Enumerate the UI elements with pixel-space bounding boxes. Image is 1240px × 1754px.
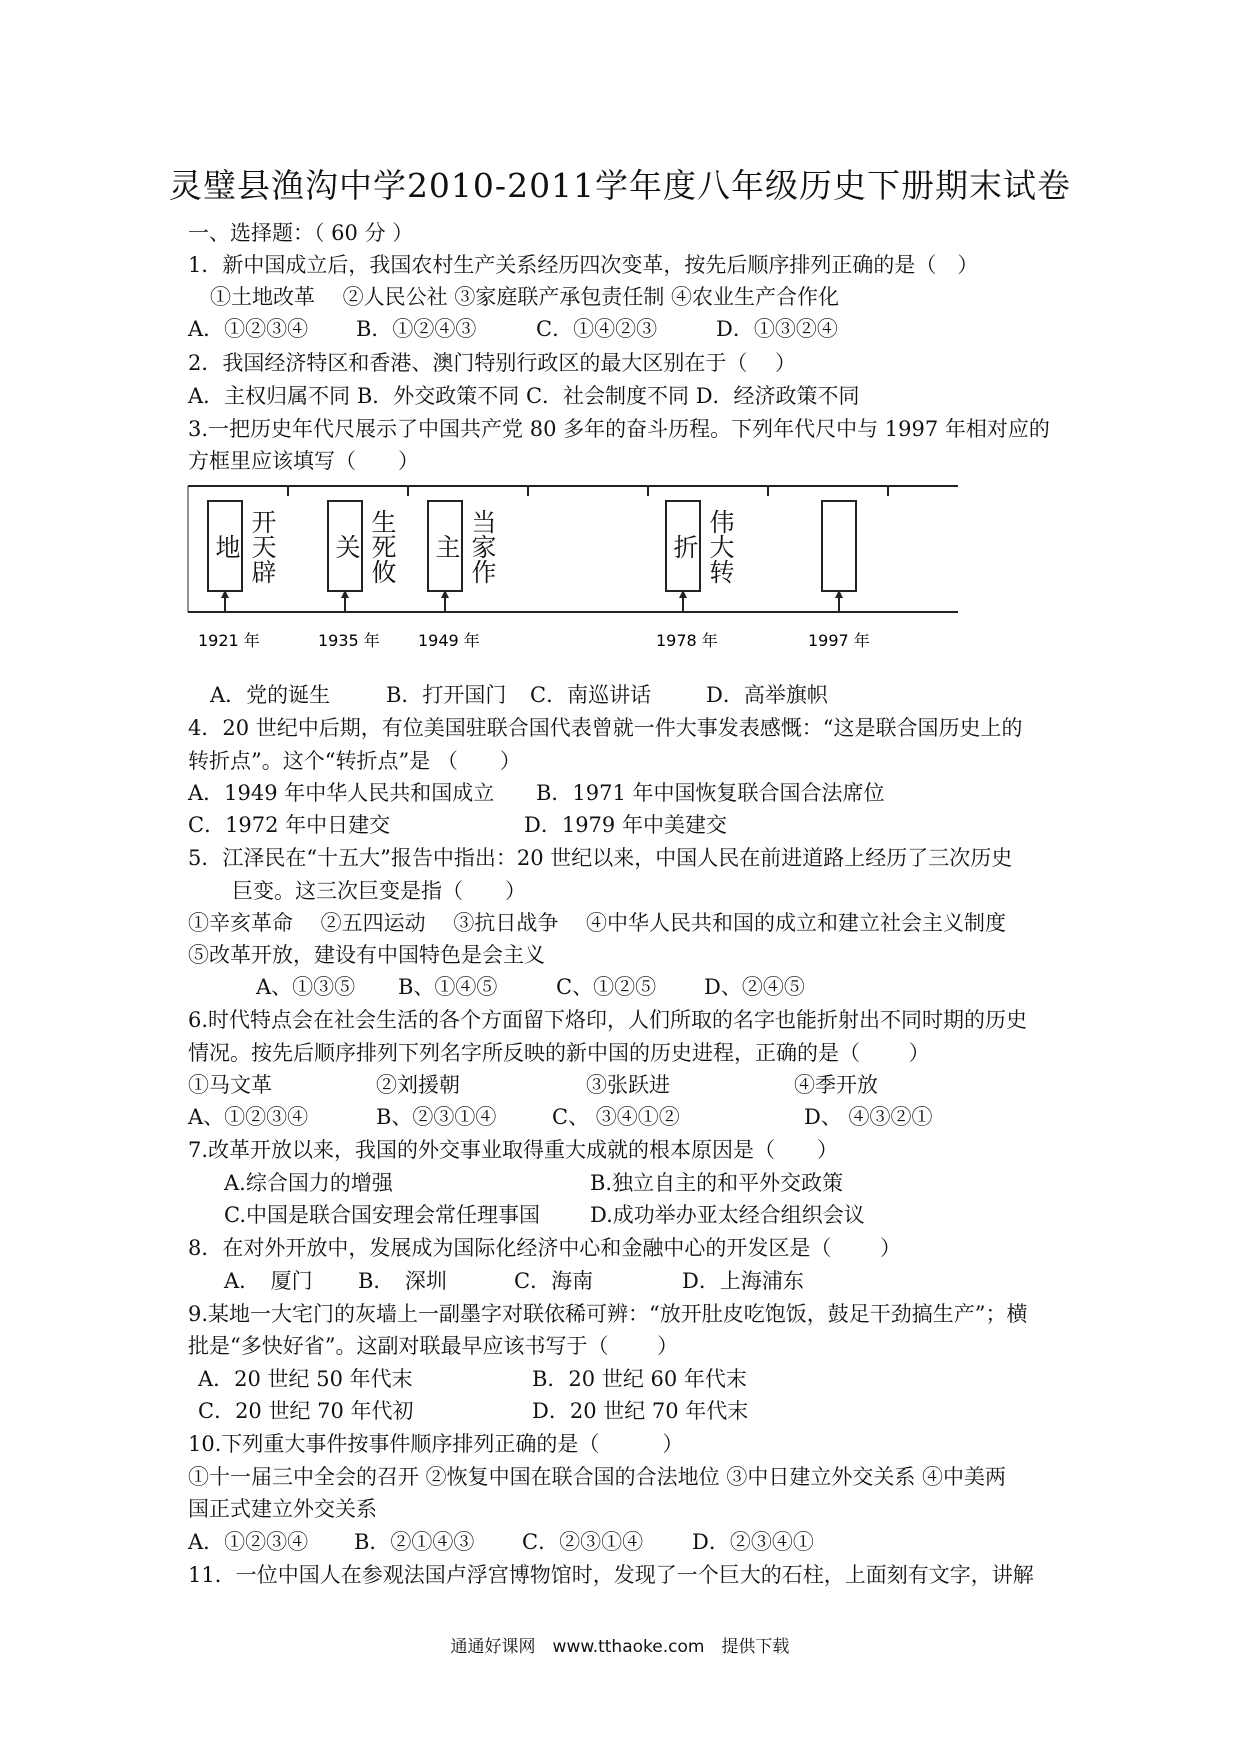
q7-option-d: D.成功举办亚太经合组织会议 [590,1203,865,1227]
page-footer: 通通好课网 www.tthaoke.com 提供下载 [450,1637,790,1657]
q4-stem-line1: 4．20 世纪中后期，有位美国驻联合国代表曾就一件大事发表感慨：“这是联合国历史上的 [188,716,1023,740]
q10-items-line2: 国正式建立外交关系 [188,1497,377,1521]
q5-option-d: D、②④⑤ [704,975,805,999]
timeline-year-1978: 1978 年 [656,631,718,650]
q6-option-b: B、②③①④ [376,1105,497,1129]
q3-option-a: A．党的诞生 [210,683,331,707]
q3-option-c: C．南巡讲话 [530,683,652,707]
q5-items-line2: ⑤改革开放，建设有中国特色是会主义 [188,943,545,967]
q10-option-c: C．②③①④ [522,1530,644,1554]
timeline-year-1997: 1997 年 [808,631,870,650]
timeline-year-1935: 1935 年 [318,631,380,650]
q6-item-1: ①马文革 [188,1073,272,1097]
q1-option-c: C．①④②③ [536,317,658,341]
q7-option-b: B.独立自主的和平外交政策 [590,1171,844,1195]
q5-option-b: B、①④⑤ [398,975,498,999]
q6-option-c: C、 ③④①② [552,1105,680,1129]
q5-items-line1: ①辛亥革命 ②五四运动 ③抗日战争 ④中华人民共和国的成立和建立社会主义制度 [188,911,1007,935]
q10-stem: 10.下列重大事件按事件顺序排列正确的是（ ） [188,1432,684,1456]
q2-options: A．主权归属不同 B．外交政策不同 C．社会制度不同 D．经济政策不同 [188,384,860,408]
q4-option-a: A．1949 年中华人民共和国成立 [188,781,495,805]
q6-item-2: ②刘援朝 [376,1073,460,1097]
q6-option-a: A、①②③④ [188,1105,309,1129]
timeline-box-1949-label: 当家作主 [432,508,497,584]
q9-stem-line1: 9.某地一大宅门的灰墙上一副墨字对联依稀可辨：“放开肚皮吃饱饭，鼓足干劲搞生产”；横 [188,1302,1028,1326]
q8-option-c: C．海南 [514,1269,594,1293]
q9-option-c: C．20 世纪 70 年代初 [198,1399,414,1423]
timeline-year-1921: 1921 年 [198,631,260,650]
q2-stem: 2．我国经济特区和香港、澳门特别行政区的最大区别在于（ ） [188,351,797,375]
q8-option-a: A． 厦门 [224,1269,313,1293]
q4-stem-line2: 转折点”。这个“转折点”是 （ ） [188,749,521,773]
q7-option-a: A.综合国力的增强 [224,1171,393,1195]
q10-option-a: A．①②③④ [188,1530,309,1554]
q6-stem-line2: 情况。按先后顺序排列下列名字所反映的新中国的历史进程，正确的是（ ） [188,1041,930,1065]
q1-option-b: B．①②④③ [356,317,477,341]
q10-option-b: B．②①④③ [354,1530,475,1554]
q4-option-b: B．1971 年中国恢复联合国合法席位 [536,781,885,805]
q10-items-line1: ①十一届三中全会的召开 ②恢复中国在联合国的合法地位 ③中日建立外交关系 ④中美两 [188,1465,1007,1489]
q7-stem: 7.改革开放以来，我国的外交事业取得重大成就的根本原因是（ ） [188,1138,839,1162]
q4-option-c: C．1972 年中日建交 [188,813,391,837]
q5-stem-line1: 5．江泽民在“十五大”报告中指出：20 世纪以来，中国人民在前进道路上经历了三次历史 [188,846,1013,870]
q3-stem-line2: 方框里应该填写（ ） [188,449,419,473]
timeline-figure [188,476,968,676]
page-title: 灵璧县渔沟中学2010-2011学年度八年级历史下册期末试卷 [168,166,1072,205]
q1-option-a: A．①②③④ [188,317,309,341]
q5-option-a: A、①③⑤ [256,975,356,999]
q4-option-d: D．1979 年中美建交 [524,813,727,837]
q8-stem: 8．在对外开放中，发展成为国际化经济中心和金融中心的开发区是（ ） [188,1236,902,1260]
q6-option-d: D、 ④③②① [804,1105,933,1129]
q9-stem-line2: 批是“多快好省”。这副对联最早应该书写于（ ） [188,1334,679,1358]
timeline-box-1978-label: 伟大转折 [670,508,735,584]
q5-option-c: C、①②⑤ [556,975,657,999]
section-heading: 一、选择题：（ 60 分 ） [188,221,414,245]
q6-item-3: ③张跃进 [586,1073,670,1097]
q9-option-d: D．20 世纪 70 年代末 [532,1399,749,1423]
q3-option-d: D．高举旗帜 [706,683,828,707]
timeline-box-1921-label: 开天辟地 [212,508,277,584]
q5-stem-line2: 巨变。这三次巨变是指（ ） [232,879,526,903]
q6-stem-line1: 6.时代特点会在社会生活的各个方面留下烙印，人们所取的名字也能折射出不同时期的历史 [188,1008,1028,1032]
q1-option-d: D．①③②④ [716,317,838,341]
q11-stem: 11．一位中国人在参观法国卢浮宫博物馆时，发现了一个巨大的石柱，上面刻有文字，讲解 [188,1563,1034,1587]
timeline-year-1949: 1949 年 [418,631,480,650]
q1-items: ①土地改革 ②人民公社 ③家庭联产承包责任制 ④农业生产合作化 [210,285,840,309]
q3-option-b: B．打开国门 [386,683,507,707]
q7-option-c: C.中国是联合国安理会常任理事国 [224,1203,540,1227]
q8-option-b: B． 深圳 [358,1269,447,1293]
q6-item-4: ④季开放 [794,1073,878,1097]
timeline-box-1935-label: 生死攸关 [332,508,397,584]
q9-option-a: A．20 世纪 50 年代末 [198,1367,413,1391]
q9-option-b: B．20 世纪 60 年代末 [532,1367,747,1391]
q1-stem: 1．新中国成立后，我国农村生产关系经历四次变革，按先后顺序排列正确的是（ ） [188,253,979,277]
q3-stem-line1: 3.一把历史年代尺展示了中国共产党 80 多年的奋斗历程。下列年代尺中与 1997 年相对应的 [188,417,1050,441]
q10-option-d: D．②③④① [692,1530,814,1554]
timeline-box-1997-blank [822,501,856,591]
q8-option-d: D．上海浦东 [682,1269,804,1293]
